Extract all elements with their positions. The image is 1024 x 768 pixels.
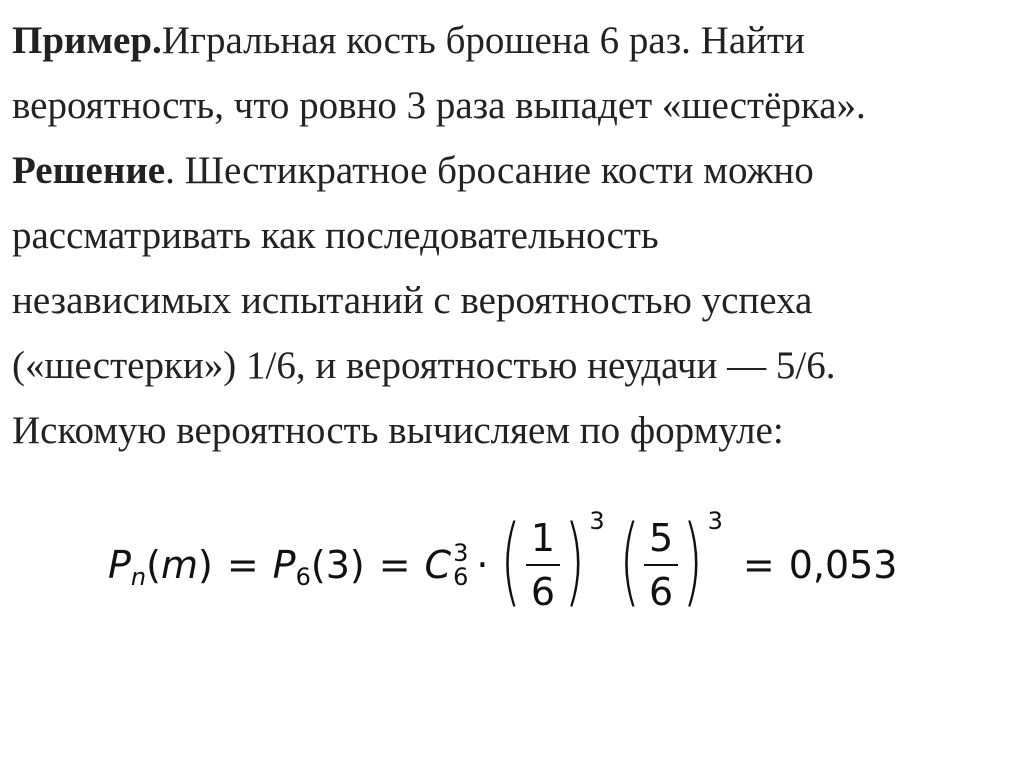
fraction-1-bar <box>526 564 560 566</box>
formula-p-subscript-n: n <box>130 563 147 591</box>
text-line-5 <box>12 268 1012 333</box>
text-line-7-body: Искомую вероятность вычисляем по формуле: <box>12 409 784 452</box>
formula-fraction-group-2 <box>611 505 723 617</box>
formula-p6-symbol: P <box>272 543 296 587</box>
formula-paren-open: ( <box>146 543 161 587</box>
formula-equals-1: = <box>226 543 259 587</box>
fraction-2-power: 3 <box>707 507 723 535</box>
big-paren-open-2: ( <box>619 505 640 617</box>
text-line-4 <box>12 203 1012 268</box>
text-line-1-body: Игральная кость брошена 6 раз. Найти <box>161 19 805 62</box>
fraction-five-sixths <box>644 515 678 615</box>
fraction-2-numerator: 5 <box>649 516 674 560</box>
formula-p-symbol: P <box>108 543 131 587</box>
problem-text <box>12 8 1012 463</box>
fraction-1-power: 3 <box>589 507 605 535</box>
fraction-1-denominator: 6 <box>530 570 556 614</box>
big-paren-close-2: ) <box>682 505 704 617</box>
formula-argument: (3) <box>310 543 365 587</box>
big-paren-open-1: ( <box>500 505 522 617</box>
text-line-7 <box>12 398 1012 463</box>
formula-c-superscript: 3 <box>453 539 469 567</box>
text-line-2-body: вероятность, что ровно 3 раза выпадет «шестёрка». <box>12 84 866 127</box>
formula-equals-3: = <box>742 543 775 587</box>
formula-equals-2: = <box>378 543 411 587</box>
fraction-1-numerator: 1 <box>530 516 556 560</box>
formula-binomial-indices <box>453 541 468 589</box>
formula-c-subscript: 6 <box>453 563 469 591</box>
big-paren-close-1: ) <box>564 505 585 617</box>
formula-p-subscript-6: 6 <box>295 563 311 591</box>
bernoulli-formula <box>108 500 897 630</box>
formula-m: m <box>160 543 198 587</box>
formula-result: 0,053 <box>788 543 898 587</box>
text-line-4-body: рассматривать как последовательность <box>12 214 659 257</box>
formula-dot: · <box>476 543 489 587</box>
fraction-one-sixth <box>526 515 560 615</box>
fraction-2-bar <box>644 564 678 566</box>
solution-heading: Решение <box>12 149 166 192</box>
formula-c-symbol: C <box>424 543 452 587</box>
text-line-5-body: независимых испытаний с вероятностью успеха <box>12 279 813 322</box>
example-heading: Пример. <box>12 19 162 62</box>
text-line-3 <box>12 138 1012 203</box>
formula-paren-close: ) <box>198 543 213 587</box>
text-line-1 <box>12 8 1012 73</box>
text-line-6-body: («шестерки») 1/6, и вероятностью неудачи — 5/6. <box>12 344 836 387</box>
formula-fraction-group-1 <box>492 505 605 617</box>
text-line-3-body: . Шестикратное бросание кости можно <box>165 149 814 192</box>
text-line-2 <box>12 73 1012 138</box>
text-line-6 <box>12 333 1012 398</box>
fraction-2-denominator: 6 <box>649 570 674 614</box>
